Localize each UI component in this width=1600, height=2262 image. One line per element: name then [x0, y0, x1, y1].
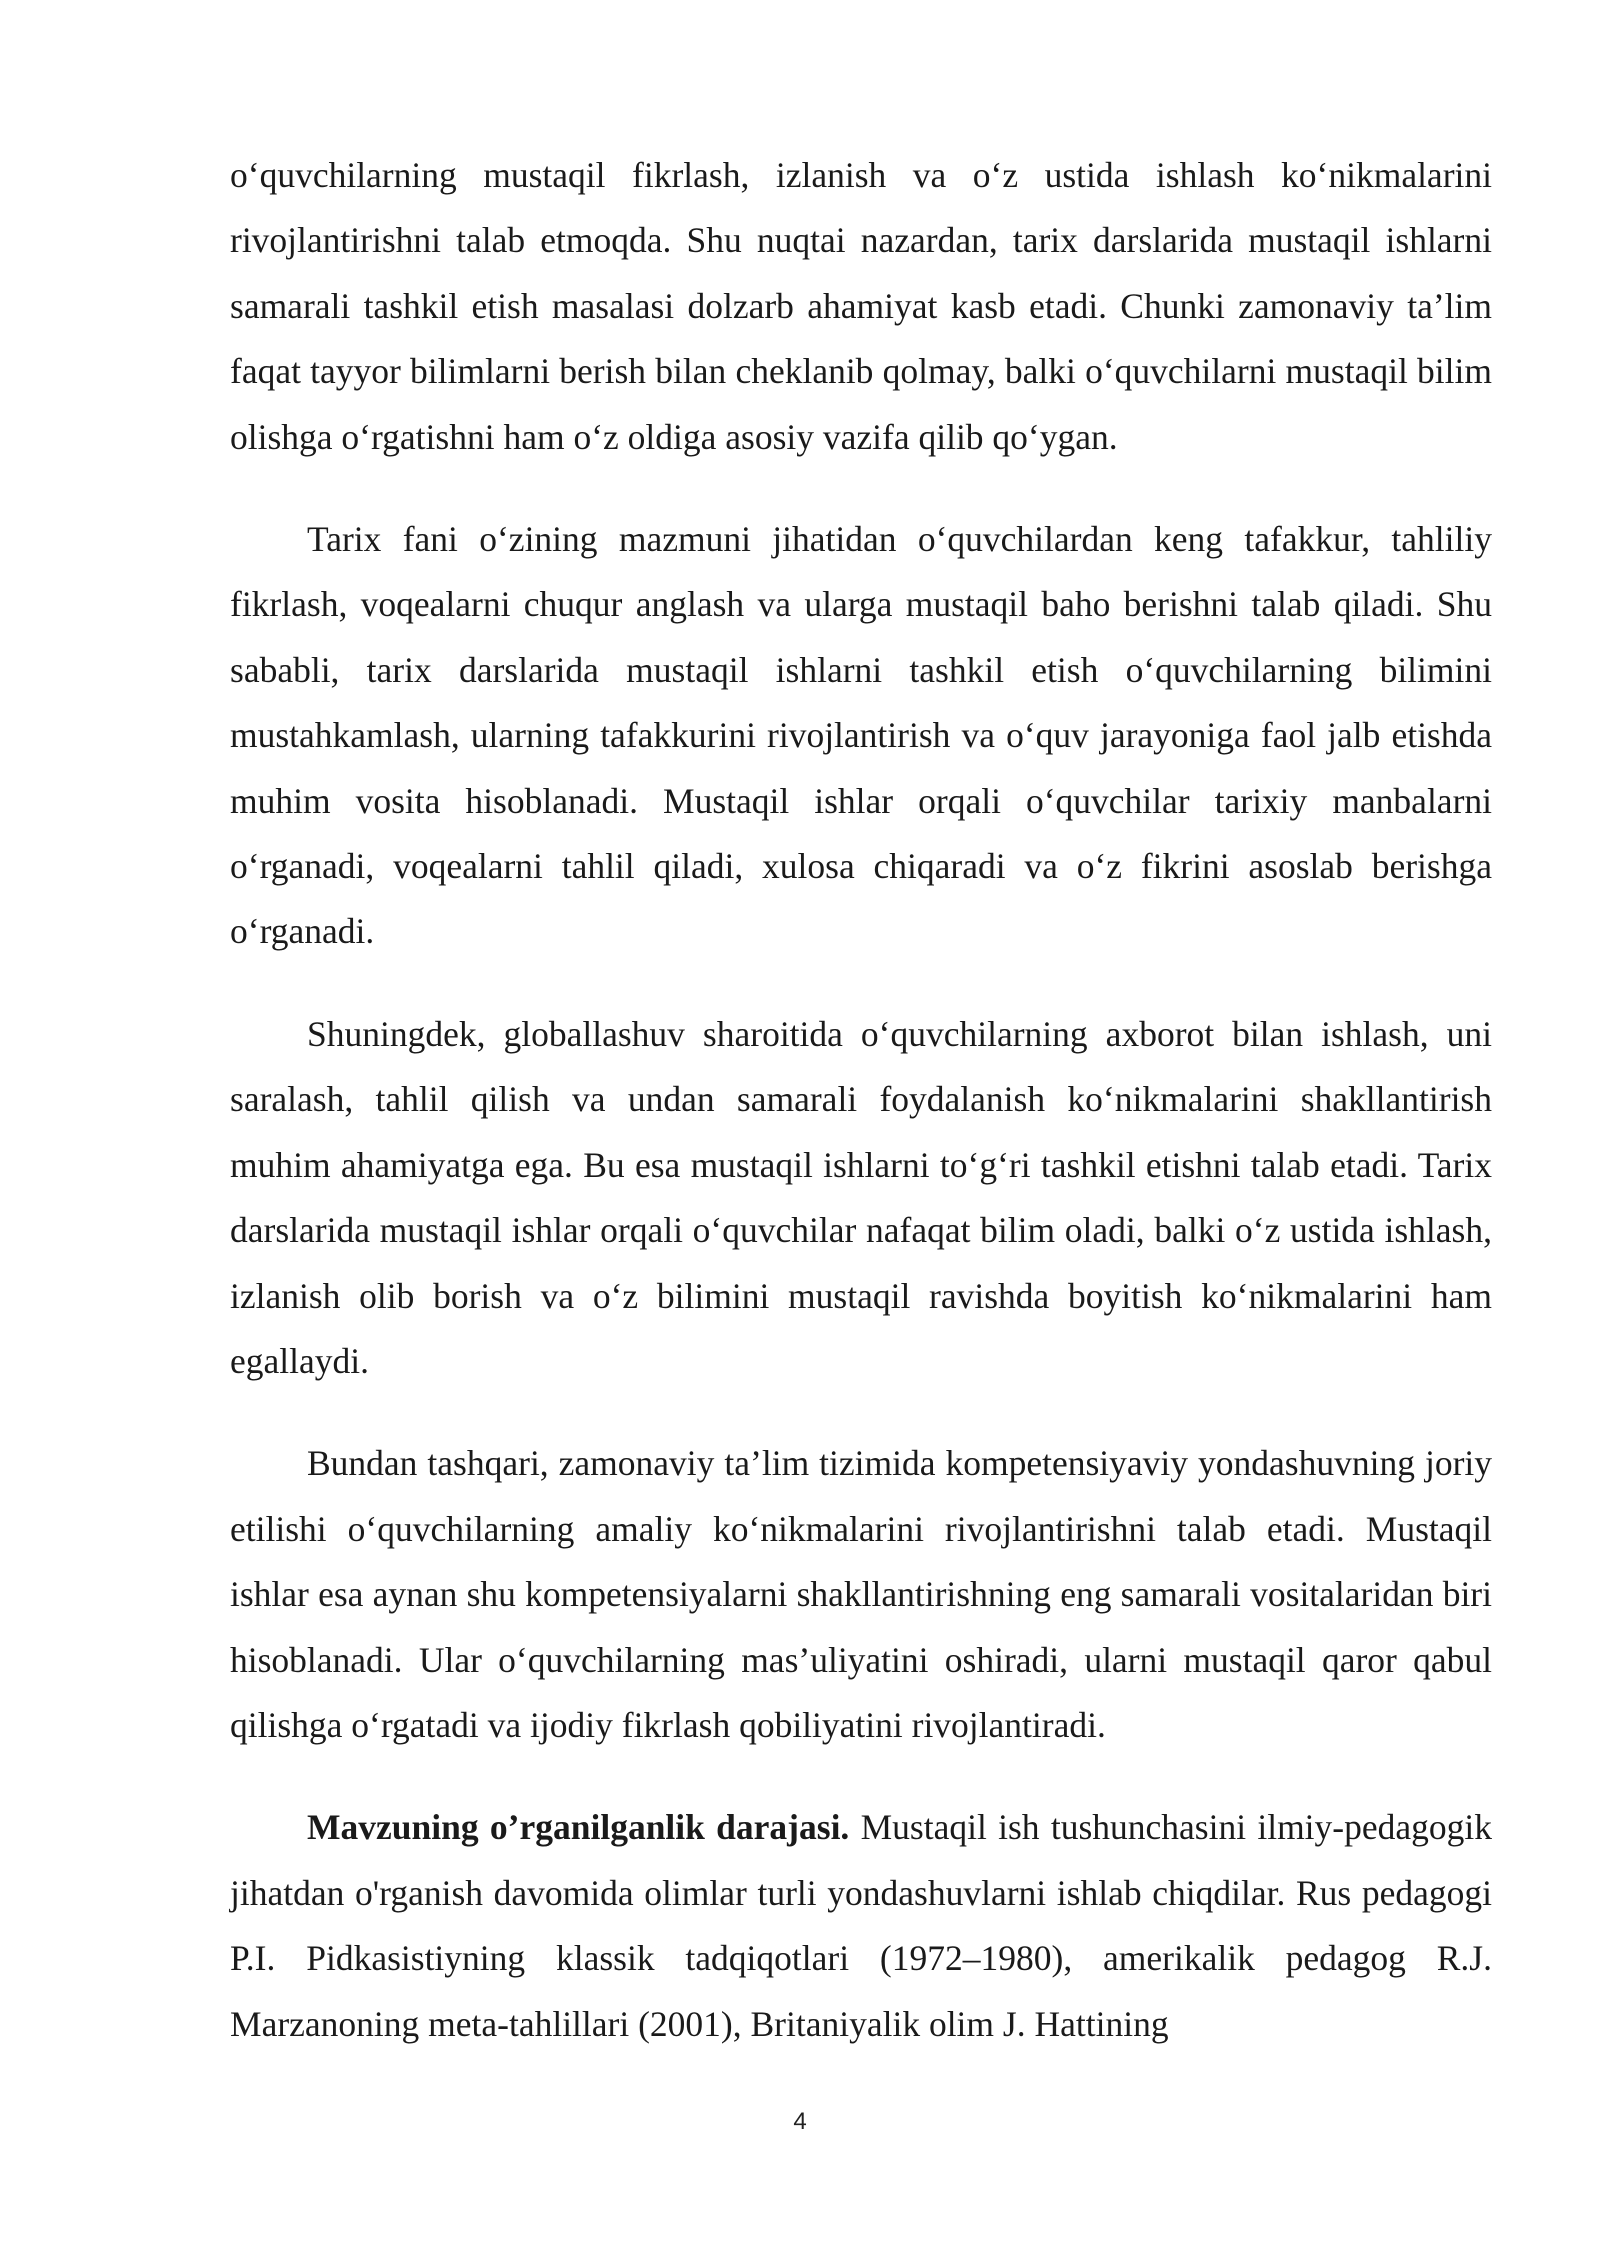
paragraph-1-text: o‘quvchilarning mustaqil fikrlash, izlanish va o‘z ustida ishlash ko‘nikmalarini rivojlantirishni talab etmoqda. Shu nuqtai nazardan, tarix darslarida mustaqil ishlarni samarali tashkil etish masalasi dolzarb ahamiyat kasb etadi. Chunki zamonaviy ta’lim faqat tayyor bilimlarni berish bilan cheklanib qolmay, balki o‘quvchilarni mustaqil bilim olishga o‘rgatishni ham o‘z oldiga asosiy vazifa qilib qo‘ygan.	[230, 155, 1492, 457]
section-heading: Mavzuning o’rganilganlik darajasi.	[307, 1807, 850, 1848]
paragraph-2-text: Tarix fani o‘zining mazmuni jihatidan o‘quvchilardan keng tafakkur, tahliliy fikrlash, voqealarni chuqur anglash va ularga mustaqil baho berishni talab qiladi. Shu sababli, tarix darslarida mustaqil ishlarni tashkil etish o‘quvchilarning bilimini mustahkamlash, ularning tafakkurini rivojlantirish va o‘quv jarayoniga faol jalb etishda muhim vosita hisoblanadi. Mustaqil ishlar orqali o‘quvchilar tarixiy manbalarni o‘rganadi, voqealarni tahlil qiladi, xulosa chiqaradi va o‘z fikrini asoslab berishga o‘rganadi.	[230, 519, 1492, 952]
page-body	[230, 143, 1492, 2057]
paragraph-4-text: Bundan tashqari, zamonaviy ta’lim tizimida kompetensiyaviy yondashuvning joriy etilishi o‘quvchilarning amaliy ko‘nikmalarini rivojlantirishni talab etadi. Mustaqil ishlar esa aynan shu kompetensiyalarni shakllantirishning eng samarali vositalaridan biri hisoblanadi. Ular o‘quvchilarning mas’uliyatini oshiradi, ularni mustaqil qaror qabul qilishga o‘rgatadi va ijodiy fikrlash qobiliyatini rivojlantiradi.	[230, 1443, 1492, 1745]
paragraph-4	[230, 1431, 1492, 1758]
page-number: 4	[793, 2108, 807, 2135]
paragraph-5	[230, 1795, 1492, 2057]
paragraph-5-text: Mustaqil ish tushunchasini ilmiy-pedagogik jihatdan o'rganish davomida olimlar turli yondashuvlarni ishlab chiqdilar. Rus pedagogi P.I. Pidkasistiyning klassik tadqiqotlari (1972–1980), amerikalik pedagog R.J. Marzanoning meta-tahlillari (2001), Britaniyalik olim J. Hattining	[230, 1807, 1492, 2044]
paragraph-2	[230, 507, 1492, 965]
paragraph-3	[230, 1002, 1492, 1394]
paragraph-1	[230, 143, 1492, 470]
paragraph-3-text: Shuningdek, globallashuv sharoitida o‘quvchilarning axborot bilan ishlash, uni saralash, tahlil qilish va undan samarali foydalanish ko‘nikmalarini shakllantirish muhim ahamiyatga ega. Bu esa mustaqil ishlarni to‘g‘ri tashkil etishni talab etadi. Tarix darslarida mustaqil ishlar orqali o‘quvchilar nafaqat bilim oladi, balki o‘z ustida ishlash, izlanish olib borish va o‘z bilimini mustaqil ravishda boyitish ko‘nikmalarini ham egallaydi.	[230, 1013, 1492, 1381]
